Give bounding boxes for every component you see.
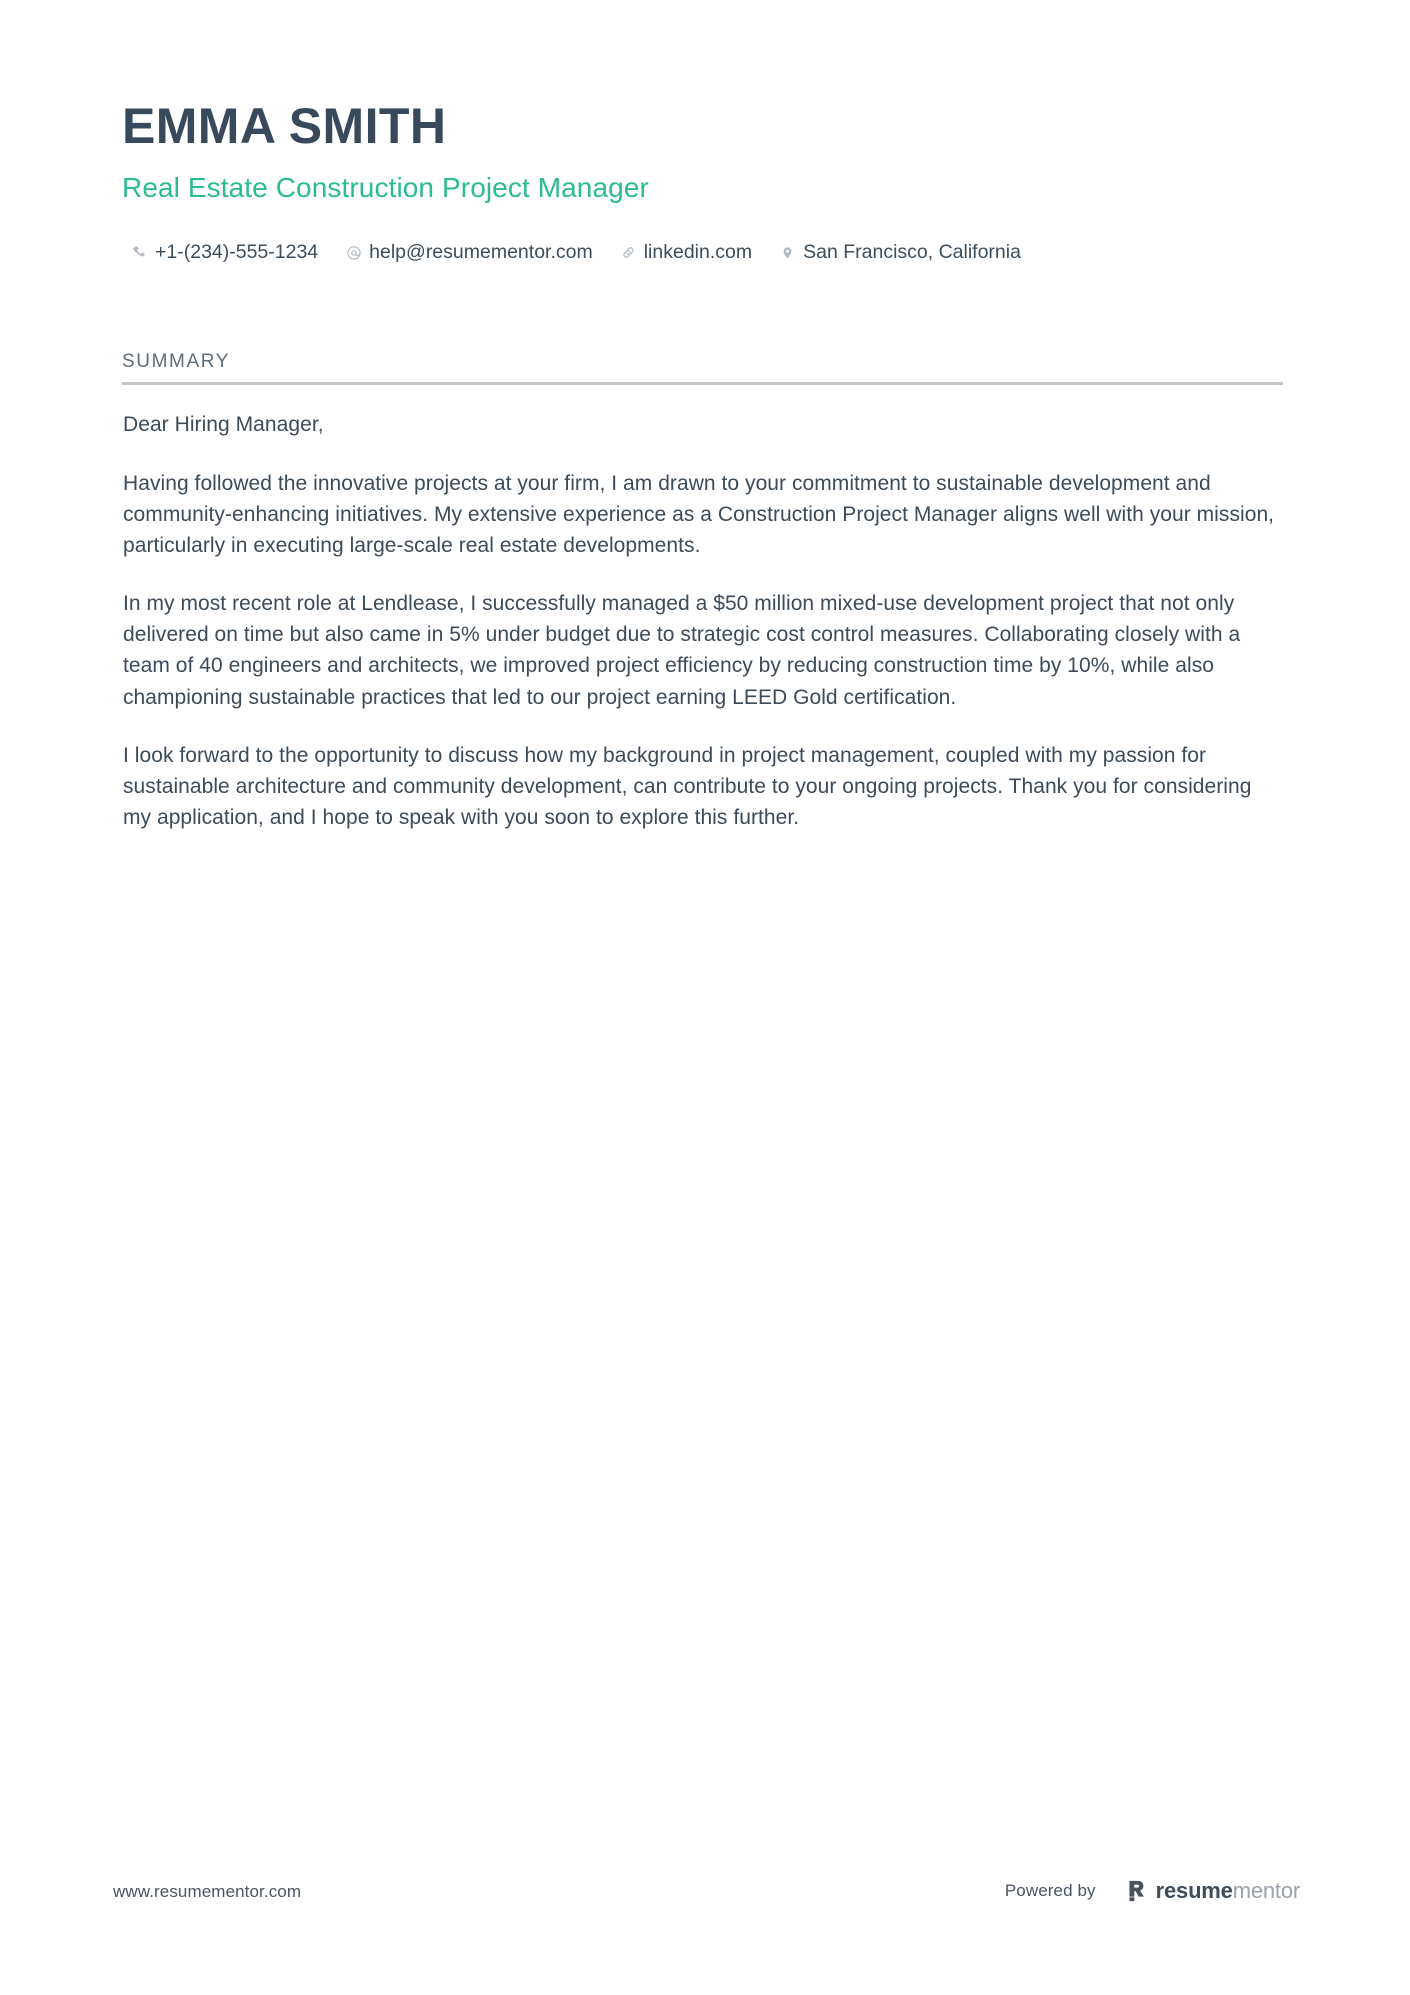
contact-value-location: San Francisco, California (803, 241, 1021, 263)
resumementor-logo[interactable] (1127, 1878, 1300, 1904)
powered-by-label: Powered by (1004, 1881, 1096, 1900)
summary-section-header (122, 352, 1283, 385)
contact-item-location (779, 243, 1021, 263)
letter-salutation: Dear Hiring Manager, (123, 413, 324, 436)
contact-value-email: help@resumementor.com (369, 241, 593, 263)
section-title: SUMMARY (122, 351, 230, 372)
contact-value-linkedin: linkedin.com (643, 241, 753, 263)
footer-branding (1005, 1878, 1300, 1904)
candidate-job-title: Real Estate Construction Project Manager (122, 171, 649, 203)
letter-paragraph: In my most recent role at Lendlease, I successfully managed a $50 million mixed-use development project that not only delivered on time but also came in 5% under budget due to strategic cost control measures. Collaborating closely with a team of 40 engineers and architects, we improved project efficiency by reducing construction time by 10%, while also championing sustainable practices that led to our project earning LEED Gold certification. (123, 592, 1241, 709)
contact-item-linkedin (620, 243, 752, 263)
footer-website-url[interactable]: www.resumementor.com (113, 1882, 302, 1901)
page-footer (0, 1872, 1410, 1922)
letter-paragraph: Having followed the innovative projects at your firm, I am drawn to your commitment to sustainable development and community-enhancing initiatives. My extensive experience as a Construction Project Manager aligns well with your mission, particularly in executing large-scale real estate developments. (123, 472, 1275, 558)
contact-item-email (345, 243, 593, 263)
location-pin-icon (779, 243, 796, 262)
candidate-name: EMMA SMITH (122, 98, 447, 154)
letter-header (122, 100, 1287, 204)
letter-paragraph: I look forward to the opportunity to discuss how my background in project management, coupled with my passion for sustainable architecture and community development, can contribute to your ongoing projects. Thank you for considering my application, and I hope to speak with you soon to explore this further. (123, 743, 1252, 829)
contact-value-phone: +1-(234)-555-1234 (155, 241, 319, 263)
contact-item-phone (131, 243, 318, 263)
phone-icon (131, 243, 148, 262)
contact-info-row (131, 243, 1021, 263)
brand-name-secondary: mentor (1232, 1878, 1300, 1903)
letter-body (123, 409, 1285, 833)
link-icon (620, 243, 637, 262)
email-icon (345, 243, 362, 262)
section-divider (122, 382, 1283, 385)
resumementor-logo-icon (1127, 1880, 1149, 1903)
brand-name-primary: resume (1155, 1878, 1233, 1903)
